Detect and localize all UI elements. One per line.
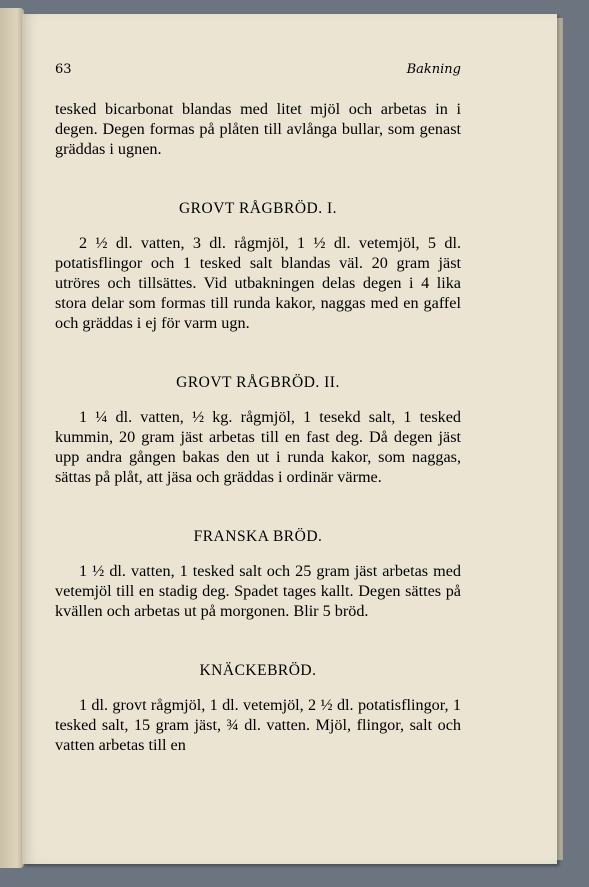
opening-paragraph: tesked bicarbonat blandas med litet mjöl och arbetas in i degen. Degen formas på plåten till avlånga bullar, som genast gräddas i ugnen. <box>55 100 461 158</box>
page-number: 63 <box>55 62 72 77</box>
facing-page-edge <box>0 8 24 868</box>
recipe-text: 1 dl. grovt rågmjöl, 1 dl. vetemjöl, 2 ½ dl. potatisflingor, 1 tesked salt, 15 gram jäst, ¾ dl. vatten. Mjöl, flingor, salt och vatten arbetas till en <box>55 696 461 754</box>
recipe-title: FRANSKA BRÖD. <box>193 528 323 545</box>
page-body <box>55 99 461 755</box>
recipe-text: 1 ¼ dl. vatten, ½ kg. rågmjöl, 1 tesekd salt, 1 tesked kummin, 20 gram jäst arbetas till en fast deg. Då degen jäst upp andra gången bakas den ut i runda kakor, som naggas, sättas på plåt, att jäsa och gräddas i ordinär värme. <box>55 408 461 486</box>
recipe-title: GROVT RÅGBRÖD. II. <box>176 374 340 391</box>
running-title: Bakning <box>406 62 461 77</box>
recipe-title: KNÄCKEBRÖD. <box>199 662 317 679</box>
recipe-text: 2 ½ dl. vatten, 3 dl. rågmjöl, 1 ½ dl. vetemjöl, 5 dl. potatisflingor och 1 tesked salt blandas väl. 20 gram jäst utröres och tillsättes. Vid utbakningen delas degen i 4 lika stora delar som formas till runda kakor, naggas med en gaffel och gräddas i ej för varm ugn. <box>55 234 461 332</box>
recipe-title: GROVT RÅGBRÖD. I. <box>178 200 338 217</box>
recipe-text: 1 ½ dl. vatten, 1 tesked salt och 25 gram jäst arbetas med vetemjöl till en stadig deg. Spadet tages kallt. Degen sättes på kvällen och arbetas ut på morgonen. Blir 5 bröd. <box>55 562 461 620</box>
page-header <box>55 62 461 84</box>
page-stack-edge <box>557 18 563 860</box>
